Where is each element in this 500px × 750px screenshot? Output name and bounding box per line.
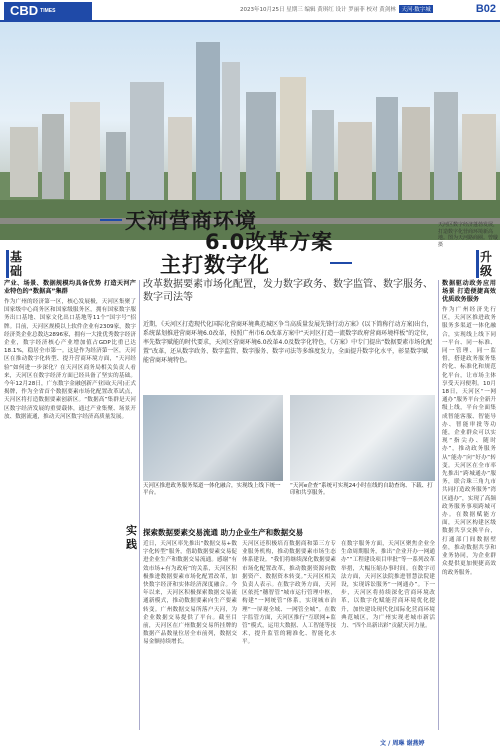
side-label-foundation: 基础: [10, 250, 23, 278]
left-column: [4, 280, 136, 730]
section-2-heading: 探索数据要素交易流通 助力企业生产和数据交易: [143, 528, 304, 537]
photo-caption: 天河区数字经济蓬勃发展，打造数字化营商环境新高地。图为天河路商圈。曾璇摄: [438, 222, 499, 248]
logo-subtext: TIMES: [40, 8, 56, 14]
left-column-heading: 产业、场景、数据规模均具备优势 打造天河产业特色的“数据高”集群: [4, 280, 136, 295]
issue-meta: [240, 5, 435, 13]
masthead: [0, 0, 500, 22]
image-block-1: [143, 395, 283, 497]
cbd-times-logo: [4, 2, 92, 20]
headline-accent-left: [100, 219, 122, 221]
byline: 文 / 周琳 谢燕婷: [380, 740, 425, 747]
lead-text: 改革数据要素市场化配置，发力数字政务、数字监管、数字服务、数字司法等: [143, 279, 433, 303]
issue-meta-text: 2023年10月25日 星期三 编辑 黄琪红 设计 罗丽菲 校对 黄剑林: [240, 7, 396, 13]
headline-accent-right: [330, 262, 352, 264]
column-divider: [438, 280, 439, 730]
headline-line-2: 6.0改革方案: [205, 230, 334, 254]
logo-text: CBD: [10, 3, 39, 18]
right-column: [442, 280, 496, 725]
headline-line-1: 天河营商环境: [125, 209, 257, 233]
side-label-practice: 实践: [126, 524, 137, 551]
image-caption-2: “天河e企查”系统可实现24小时在线的自助查询、下载、打印和共享服务。: [290, 483, 433, 496]
left-column-body: 作为广州的经济第一区，核心发展极，天河区集聚了国家级中心商务区和国家级服务区，拥有国家数字服务出口基地、国家文化出口基地等11个“国字号”招牌。目前，天河区规模以上软件企业有2309家，数字经济类企业总数达2896家，拥有一大批优秀数字经济企业，数字经济核心产业增加值占GDP比重已达18.1%，稳居全市第一。这是作为经济第一区，天河区在推动数字化转型、提升营商环境方面，“天河经验”如何进一步深化？在天河区商务局相关负责人看来，天河区在数字经济方面已经具备了坚实的基础。今年12月28日，广东数字金融创新产业园(天河)正式揭牌，作为全省首个数据要素市场化配置改革试点，天河区将打造数据要素创新区。“数据高”集群是天河区数字经济发展的重要载体，通过产业集聚、场景开放、数据流通，推动天河区数字经济高质量发展。: [4, 299, 136, 420]
image-block-2: [290, 395, 435, 497]
self-service-kiosk-image: [290, 395, 435, 481]
section-2-column-1: 近日，天河区率先推出“数据交易+数字化转型”服务，借助数据要素交易促进企业生产和数据交易流通。感谢“有效市场+有为政府”的关系，天河区积极推进数据要素市场化配置改革，加快数字经济和实体经济深度融合。今年以来，天河区积极探索数据交易流通新模式，推动数据要素向生产要素转变。广州数据交易所落户天河，为企业数据交易提供了平台。截至目前，天河区在广州数据交易所挂牌的数据产品数量位居全市前列，数据交易金额持续增长。: [143, 541, 237, 646]
summary-text: 近期，《天河区打造现代化国际化营商环境典范城区争当高质量发展先锋行动方案》(以下简称行动方案)出台，系统谋划推进营商环境6.0改革，按照广州市6.0改革方案中“天河区打造一流数字政府营商环境样板”的定位，率先数字赋能的时代要求，天河区营商环境6.0改革4.0及数字化特色，《方案》中专门提出“数据要素市场化配置”改革，还从数字政务、数字监管、数字服务、数字司法等多维度发力，全面提升数字化水平，彰显数字赋能营商环境特色。: [143, 321, 433, 364]
headline-line-3: 主打数字化: [160, 253, 270, 277]
section-2-column-2: 天河区还积极培育数据商和第三方专业服务机构，推动数据要素市场生态体系建设。“我们将继续深化数据要素市场化配置改革，推动数据资源向数据资产、数据资本转变。”天河区相关负责人表示。在数字政务方面，天河区依托“穗智管”城市运行管理中枢，构建“一网统管”体系，实现城市治理“一屏观全域、一网管全城”。在数字监管方面，天河区推行“互联网+监管”模式，运用大数据、人工智能等技术，提升监管的精准化、智能化水平。: [242, 541, 336, 646]
section-chip: 天河·数字城: [401, 7, 431, 13]
service-hall-image: [143, 395, 283, 481]
section-2-column-3: 在数字服务方面，天河区聚焦企业全生命周期服务，推出“企业开办一网通办”“工程建设项目审批”等一系列改革举措，大幅压缩办事时间。在数字司法方面，天河区法院推进智慧法院建设，实现诉讼服务“一网通办”。下一步，天河区将持续深化营商环境改革，以数字化赋能营商环境优化提升，加快建设现代化国际化营商环境典范城区，为广州实现老城市新活力、“四个出新出彩”贡献天河力量。: [341, 541, 435, 630]
page-number: B02: [475, 3, 496, 15]
column-divider: [139, 280, 140, 730]
image-caption-1: 天河区推进政务服务渠道一体化融合，实现线上线下统一平台。: [143, 483, 281, 496]
right-column-heading: 数据驱动政务应用场景 打造便捷高效优质政务服务: [442, 280, 496, 303]
right-column-body: 作为广州经济先行区，天河区推进政务服务多渠道一体化融合，实现线上线下同一平台、同一标准、同一管理、同一监督，搭建政务服务集约化、标准化和规范化平台，让市场主体享受天河便利。10月18日，天河区“一网通办”服务平台全新升级上线，平台全面集成智能客服、智能导办、智能审批等功能，企业群众可以实现“指尖办、随时办”，推动政务服务从“能办”向“好办”转变。天河区在全市率先推出“跨城通办”服务，联合珠三角九市共同打造政务服务“湾区通办”，实现了高频政务服务事项跨城可办。在数据赋能方面，天河区构建区级数据共享交换平台，打通部门间数据壁垒，推动数据共享和业务协同，为企业群众提供更加便捷高效的政务服务。: [442, 307, 496, 576]
side-label-upgrade: 升级: [480, 250, 493, 278]
